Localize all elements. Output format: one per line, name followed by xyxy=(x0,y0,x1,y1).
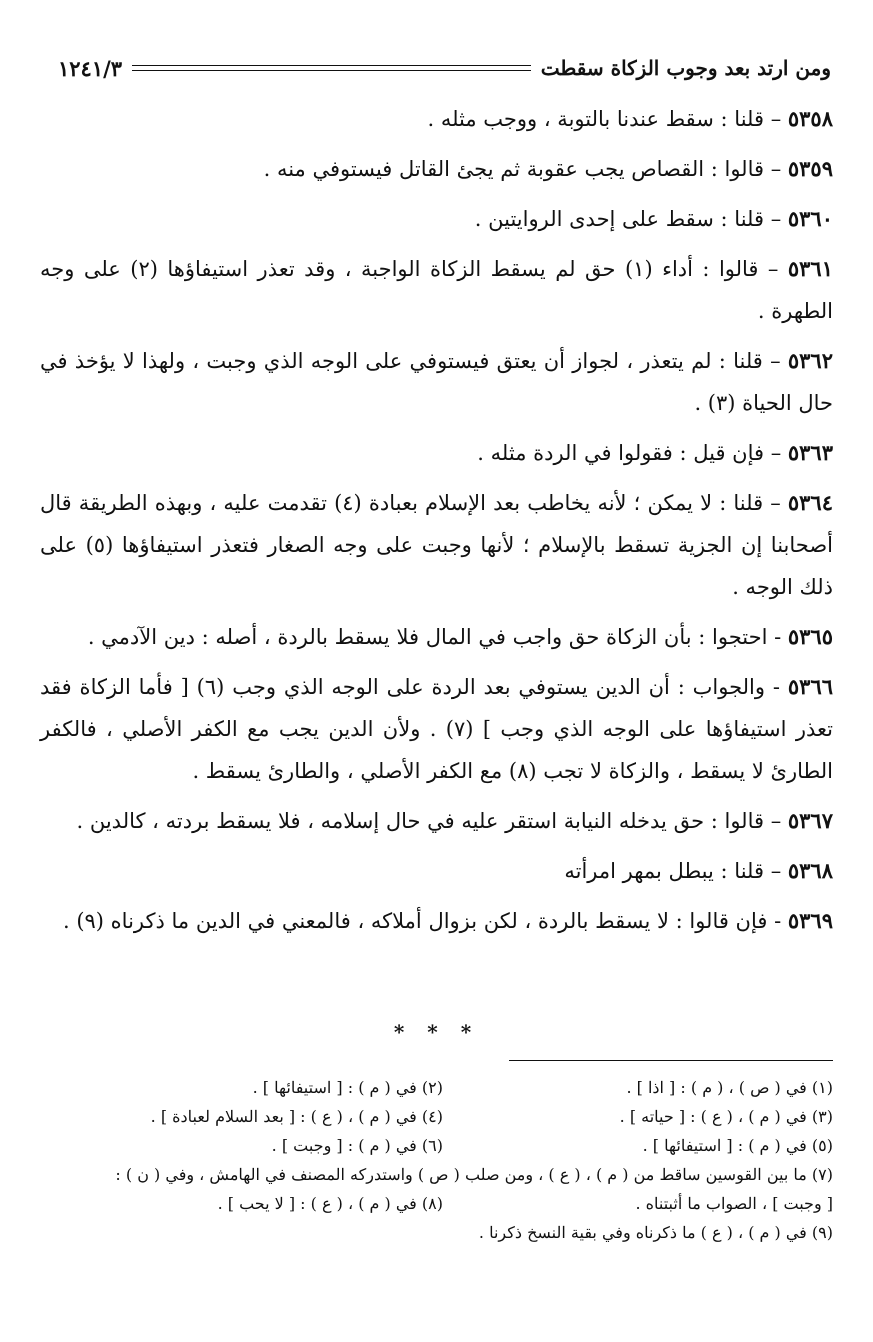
paragraph-text: – قلنا : لا يمكن ؛ لأنه يخاطب بعد الإسلام بعبادة (٤) تقدمت عليه ، وبهذه الطريقة قال أصحابنا إن الجزية تسقط بالإسلام ؛ لأنها وجبت على وجه الصغار فتعذر استيفاؤها (٥) على ذلك الوجه . xyxy=(40,491,833,599)
footnote-row xyxy=(40,1131,833,1160)
footnote-7-continued: [ وجبت ] ، الصواب ما أثبتناه . xyxy=(635,1194,833,1213)
running-header xyxy=(58,48,831,88)
paragraph-5368 xyxy=(40,850,833,892)
paragraph-text: – قالوا : القصاص يجب عقوبة ثم يجئ القاتل فيستوفي منه . xyxy=(263,157,788,181)
running-title: ومن ارتد بعد وجوب الزكاة سقطت xyxy=(540,56,831,80)
paragraph-number: ٥٣٦٣ xyxy=(787,440,833,465)
footnote-row xyxy=(40,1073,833,1102)
paragraph-5361 xyxy=(40,248,833,332)
paragraph-5360 xyxy=(40,198,833,240)
paragraph-5366 xyxy=(40,666,833,792)
paragraph-5358 xyxy=(40,98,833,140)
paragraph-number: ٥٣٦٦ xyxy=(787,674,834,699)
footnote-row xyxy=(40,1102,833,1131)
footnote-1: (١) في ( ص ) ، ( م ) : [ اذا ] . xyxy=(626,1078,833,1097)
paragraph-text: – قلنا : يبطل بمهر امرأته xyxy=(564,859,788,883)
paragraph-number: ٥٣٦٥ xyxy=(787,624,833,649)
paragraph-text: - والجواب : أن الدين يستوفي بعد الردة على الوجه الذي وجب (٦) [ فأما الزكاة فقد تعذر استيفاؤها على الوجه الذي وجب ] (٧) . ولأن الدين يجب مع الكفر الأصلي ، فالكفر الطارئ لا يسقط ، والزكاة لا تجب (٨) مع الكفر الأصلي ، والطارئ يسقط . xyxy=(40,675,833,783)
page-number: ١٢٤١/٣ xyxy=(58,55,123,81)
paragraph-text: – فإن قيل : فقولوا في الردة مثله . xyxy=(477,441,788,465)
paragraph-text: – قلنا : لم يتعذر ، لجواز أن يعتق فيستوفي على الوجه الذي وجبت ، ولهذا لا يؤخذ في حال الحياة (٣) . xyxy=(40,349,833,415)
footnote-8: (٨) في ( م ) ، ( ع ) : [ لا يحب ] . xyxy=(217,1194,443,1213)
footnotes xyxy=(40,1073,833,1247)
paragraph-text: – قالوا : أداء (١) حق لم يسقط الزكاة الواجبة ، وقد تعذر استيفاؤها (٢) على وجه الطهرة . xyxy=(40,257,833,323)
paragraph-5364 xyxy=(40,482,833,608)
section-separator: * * * xyxy=(393,1020,480,1044)
footnote-2: (٢) في ( م ) : [ استيفائها ] . xyxy=(252,1078,443,1097)
paragraph-number: ٥٣٦٧ xyxy=(787,808,833,833)
paragraph-5369 xyxy=(40,900,833,942)
paragraph-number: ٥٣٦٤ xyxy=(787,490,833,515)
main-text xyxy=(40,98,833,950)
footnote-row xyxy=(40,1189,833,1218)
footnote-5: (٥) في ( م ) : [ استيفائها ] . xyxy=(642,1136,833,1155)
paragraph-5363 xyxy=(40,432,833,474)
paragraph-text: – قلنا : سقط عندنا بالتوبة ، ووجب مثله . xyxy=(427,107,788,131)
footnote-9: (٩) في ( م ) ، ( ع ) ما ذكرناه وفي بقية النسخ ذكرنا . xyxy=(478,1223,833,1242)
paragraph-number: ٥٣٦٨ xyxy=(787,858,833,883)
paragraph-text: – قالوا : حق يدخله النيابة استقر عليه في حال إسلامه ، فلا يسقط بردته ، كالدين . xyxy=(76,809,788,833)
paragraph-number: ٥٣٦٢ xyxy=(787,348,833,373)
header-rule xyxy=(132,65,531,71)
paragraph-number: ٥٣٦٩ xyxy=(787,908,833,933)
footnote-rule xyxy=(509,1060,833,1061)
footnote-7: (٧) ما بين القوسين ساقط من ( م ) ، ( ع ) ، ومن صلب ( ص ) واستدركه المصنف في الهامش ، وفي ( ن ) : xyxy=(115,1165,833,1184)
paragraph-text: – قلنا : سقط على إحدى الروايتين . xyxy=(474,207,788,231)
paragraph-text: - فإن قالوا : لا يسقط بالردة ، لكن بزوال أملاكه ، فالمعني في الدين ما ذكرناه (٩) . xyxy=(62,909,788,933)
paragraph-5367 xyxy=(40,800,833,842)
paragraph-number: ٥٣٦٠ xyxy=(787,206,833,231)
paragraph-5359 xyxy=(40,148,833,190)
paragraph-text: - احتجوا : بأن الزكاة حق واجب في المال فلا يسقط بالردة ، أصله : دين الآدمي . xyxy=(87,625,788,649)
paragraph-5362 xyxy=(40,340,833,424)
paragraph-number: ٥٣٥٩ xyxy=(787,156,833,181)
paragraph-number: ٥٣٦١ xyxy=(787,256,833,281)
paragraph-number: ٥٣٥٨ xyxy=(787,106,833,131)
paragraph-5365 xyxy=(40,616,833,658)
footnote-3: (٣) في ( م ) ، ( ع ) : [ حياته ] . xyxy=(619,1107,833,1126)
footnote-4: (٤) في ( م ) ، ( ع ) : [ بعد السلام لعبادة ] . xyxy=(150,1107,443,1126)
footnote-6: (٦) في ( م ) : [ وجبت ] . xyxy=(271,1136,443,1155)
